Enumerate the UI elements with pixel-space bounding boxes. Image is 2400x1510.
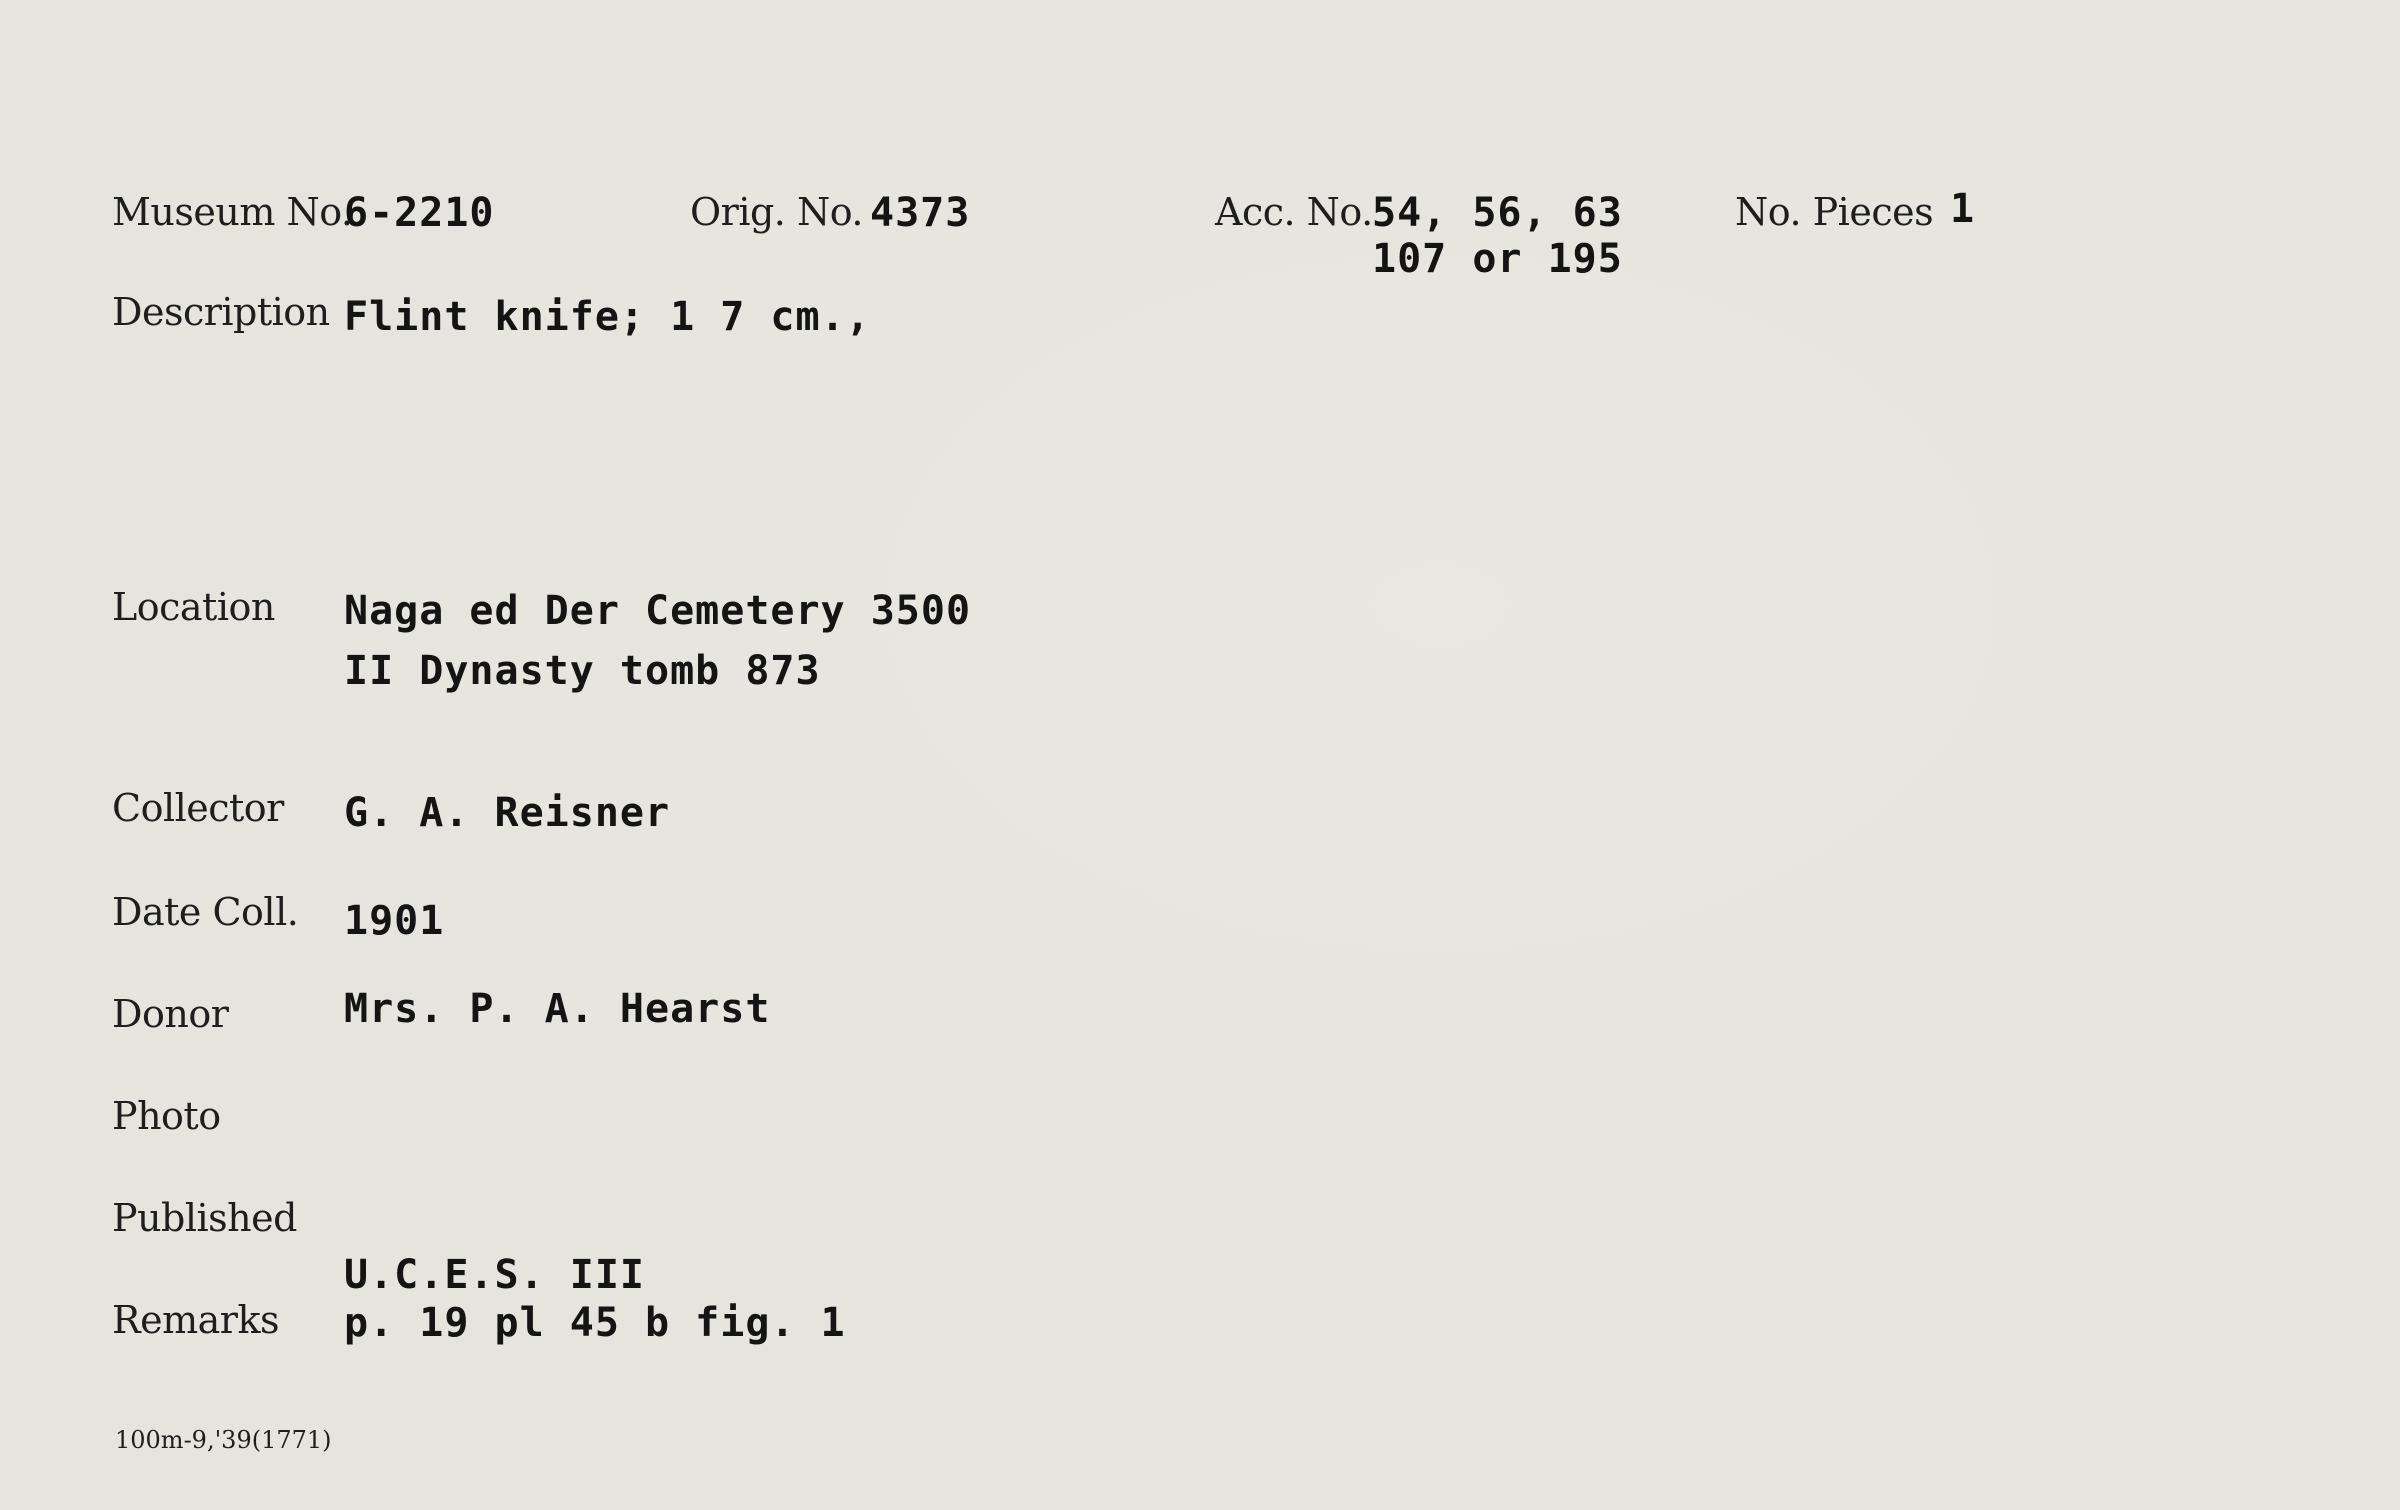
location-label: Location: [112, 585, 275, 629]
no-pieces-value: 1: [1950, 186, 1976, 232]
no-pieces-label: No. Pieces: [1735, 190, 1934, 234]
collector-label: Collector: [112, 786, 284, 830]
donor-value: Mrs. P. A. Hearst: [344, 986, 771, 1032]
museum-no-label: Museum No.: [112, 190, 353, 234]
description-value: Flint knife; 1 7 cm.,: [344, 294, 871, 340]
photo-label: Photo: [112, 1094, 221, 1138]
remarks-line2: p. 19 pl 45 b fig. 1: [344, 1300, 846, 1346]
description-label: Description: [112, 290, 330, 334]
remarks-line1: U.C.E.S. III: [344, 1252, 645, 1298]
form-code: 100m-9,'39(1771): [115, 1426, 332, 1454]
published-label: Published: [112, 1196, 297, 1240]
remarks-label: Remarks: [112, 1298, 279, 1342]
date-coll-value: 1901: [344, 898, 445, 944]
location-line1: Naga ed Der Cemetery 3500: [344, 588, 972, 634]
orig-no-label: Orig. No.: [690, 190, 863, 234]
orig-no-value: 4373: [870, 190, 971, 236]
acc-no-label: Acc. No.: [1215, 190, 1373, 234]
location-line2: II Dynasty tomb 873: [344, 648, 821, 694]
acc-no-value-line2: 107 or 195: [1372, 236, 1623, 282]
donor-label: Donor: [112, 992, 229, 1036]
acc-no-value-line1: 54, 56, 63: [1372, 190, 1623, 236]
museum-no-value: 6-2210: [344, 190, 495, 236]
collector-value: G. A. Reisner: [344, 790, 671, 836]
date-coll-label: Date Coll.: [112, 890, 299, 934]
